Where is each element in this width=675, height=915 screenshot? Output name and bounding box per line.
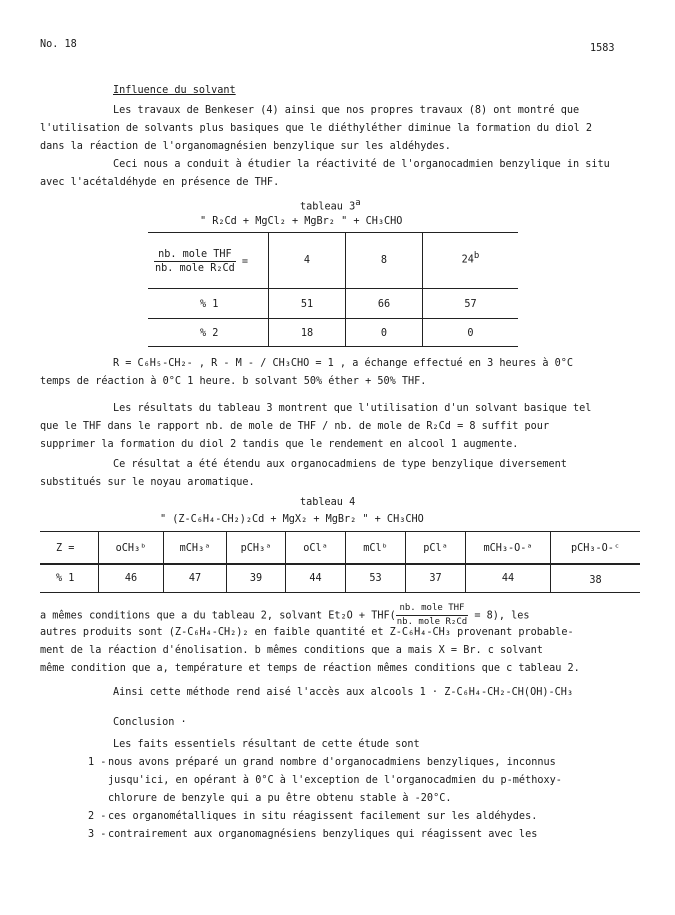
table4-cell: 39 [249, 573, 263, 584]
table3-cell: 66 [377, 299, 391, 310]
table4-header-cell: oCH₃ᵇ [115, 543, 147, 554]
table3-ratio-label: $\frac{\text{nb. mole THF}}{\text{nb. mole R₂Cd}}$ = [155, 249, 249, 274]
table4-note: autres produits sont (Z-C₆H₄-CH₂)₂ en faible quantité et Z-C₆H₄-CH₃ provenant probable- [40, 627, 574, 638]
conclusion-item-number: 2 - [88, 811, 107, 822]
table4-header-cell: mClᵇ [363, 543, 388, 554]
conclusion-item-line: ces organométalliques in situ réagissent facilement sur les aldéhydes. [108, 811, 538, 822]
journal-number: No. 18 [40, 39, 77, 50]
table4-cell: 47 [188, 573, 202, 584]
table4-title: tableau 4 [300, 497, 356, 508]
table4-cell: 53 [369, 573, 382, 584]
paragraph-line: avec l'acétaldéhyde en présence de THF. [40, 177, 280, 188]
table4-reaction: " (Z-C₆H₄-CH₂)₂Cd + MgX₂ + MgBr₂ " + CH₃CHO [160, 514, 424, 525]
conclusion-item-line: contrairement aux organomagnésiens benzyliques qui réagissent avec les [108, 829, 538, 840]
table3-cell: 8 [380, 255, 388, 266]
table4-header-cell: pCH₃ᵃ [240, 543, 272, 554]
table3-footnote: temps de réaction à 0°C 1 heure. b solvant 50% éther + 50% THF. [40, 376, 427, 387]
conclusion-intro: Les faits essentiels résultant de cette étude sont [113, 739, 420, 750]
paragraph-line: Les résultats du tableau 3 montrent que l'utilisation d'un solvant basique tel [113, 403, 592, 414]
paragraph-line: Les travaux de Benkeser (4) ainsi que nos propres travaux (8) ont montré que [113, 105, 580, 116]
paragraph-line: substitués sur le noyau aromatique. [40, 477, 255, 488]
table4-cell: 44 [309, 573, 322, 584]
table3-cell: 57 [464, 299, 477, 310]
paragraph-line: l'utilisation de solvants plus basiques que le diéthyléther diminue la formation du diol 2 [40, 123, 593, 134]
table3-row-label: % 2 [200, 328, 219, 339]
paragraph-line: supprimer la formation du diol 2 tandis que le rendement en alcool 1 augmente. [40, 439, 519, 450]
table4-header-label: Z = [56, 543, 75, 554]
table3-cell: 4 [303, 255, 311, 266]
conclusion-item-line: jusqu'ici, en opérant à 0°C à l'exception de l'organocadmien du p-méthoxy- [108, 775, 562, 786]
table3-title: tableau 3$^a$ [300, 198, 361, 213]
table4-note: même condition que a, température et temps de réaction mêmes conditions que c tableau 2. [40, 663, 580, 674]
table4-header-cell: pCH₃-O-ᶜ [570, 543, 621, 554]
summary-line: Ainsi cette méthode rend aisé l'accès aux alcools 1 · Z-C₆H₄-CH₂-CH(OH)-CH₃ [113, 687, 574, 698]
table4-header-cell: mCH₃ᵃ [179, 543, 211, 554]
table4-note: a mêmes conditions que a du tableau 2, solvant Et₂O + THF( $\frac{\text{nb. mole THF}}{\text{nb. mole R₂Cd}}$ = 8), les [40, 603, 530, 627]
table3-reaction: " R₂Cd + MgCl₂ + MgBr₂ " + CH₃CHO [200, 216, 403, 227]
table3-cell: 0 [380, 328, 388, 339]
paragraph-line: dans la réaction de l'organomagnésien benzylique sur les aldéhydes. [40, 141, 451, 152]
section-heading: Influence du solvant [113, 85, 236, 96]
table4-cell: 37 [429, 573, 442, 584]
table3-cell: 0 [467, 328, 474, 339]
conclusion-item-number: 1 - [88, 757, 107, 768]
table4-header-cell: pClᵃ [423, 543, 448, 554]
conclusion-heading: Conclusion · [113, 717, 187, 728]
table4-cell: 38 [589, 575, 602, 586]
conclusion-item-number: 3 - [88, 829, 107, 840]
table4-cell: 44 [501, 573, 515, 584]
conclusion-item-line: nous avons préparé un grand nombre d'organocadmiens benzyliques, inconnus [108, 757, 556, 768]
table3-cell: 24$^b$ [461, 251, 480, 266]
paragraph-line: Ceci nous a conduit à étudier la réactivité de l'organocadmien benzylique in situ [113, 159, 610, 170]
table3-footnote: R = C₆H₅-CH₂- , R - M - / CH₃CHO = 1 , a échange effectué en 3 heures à 0°C [113, 358, 574, 369]
table4-header-cell: mCH₃-O-ᵃ [483, 543, 533, 554]
conclusion-item-line: chlorure de benzyle qui a pu être obtenu stable à -20°C. [108, 793, 452, 804]
table3-row-label: % 1 [200, 299, 219, 310]
page-number: 1583 [590, 43, 615, 54]
table4-note: ment de la réaction d'énolisation. b mêmes conditions que a mais X = Br. c solvant [40, 645, 543, 656]
table4-cell: 46 [124, 573, 138, 584]
table3-cell: 18 [300, 328, 314, 339]
table4-header-cell: oClᵃ [303, 543, 328, 554]
paragraph-line: que le THF dans le rapport nb. de mole de THF / nb. de mole de R₂Cd = 8 suffit pour [40, 421, 550, 432]
table3-cell: 51 [300, 299, 314, 310]
table4-row-label: % 1 [56, 573, 75, 584]
paragraph-line: Ce résultat a été étendu aux organocadmiens de type benzylique diversement [113, 459, 567, 470]
